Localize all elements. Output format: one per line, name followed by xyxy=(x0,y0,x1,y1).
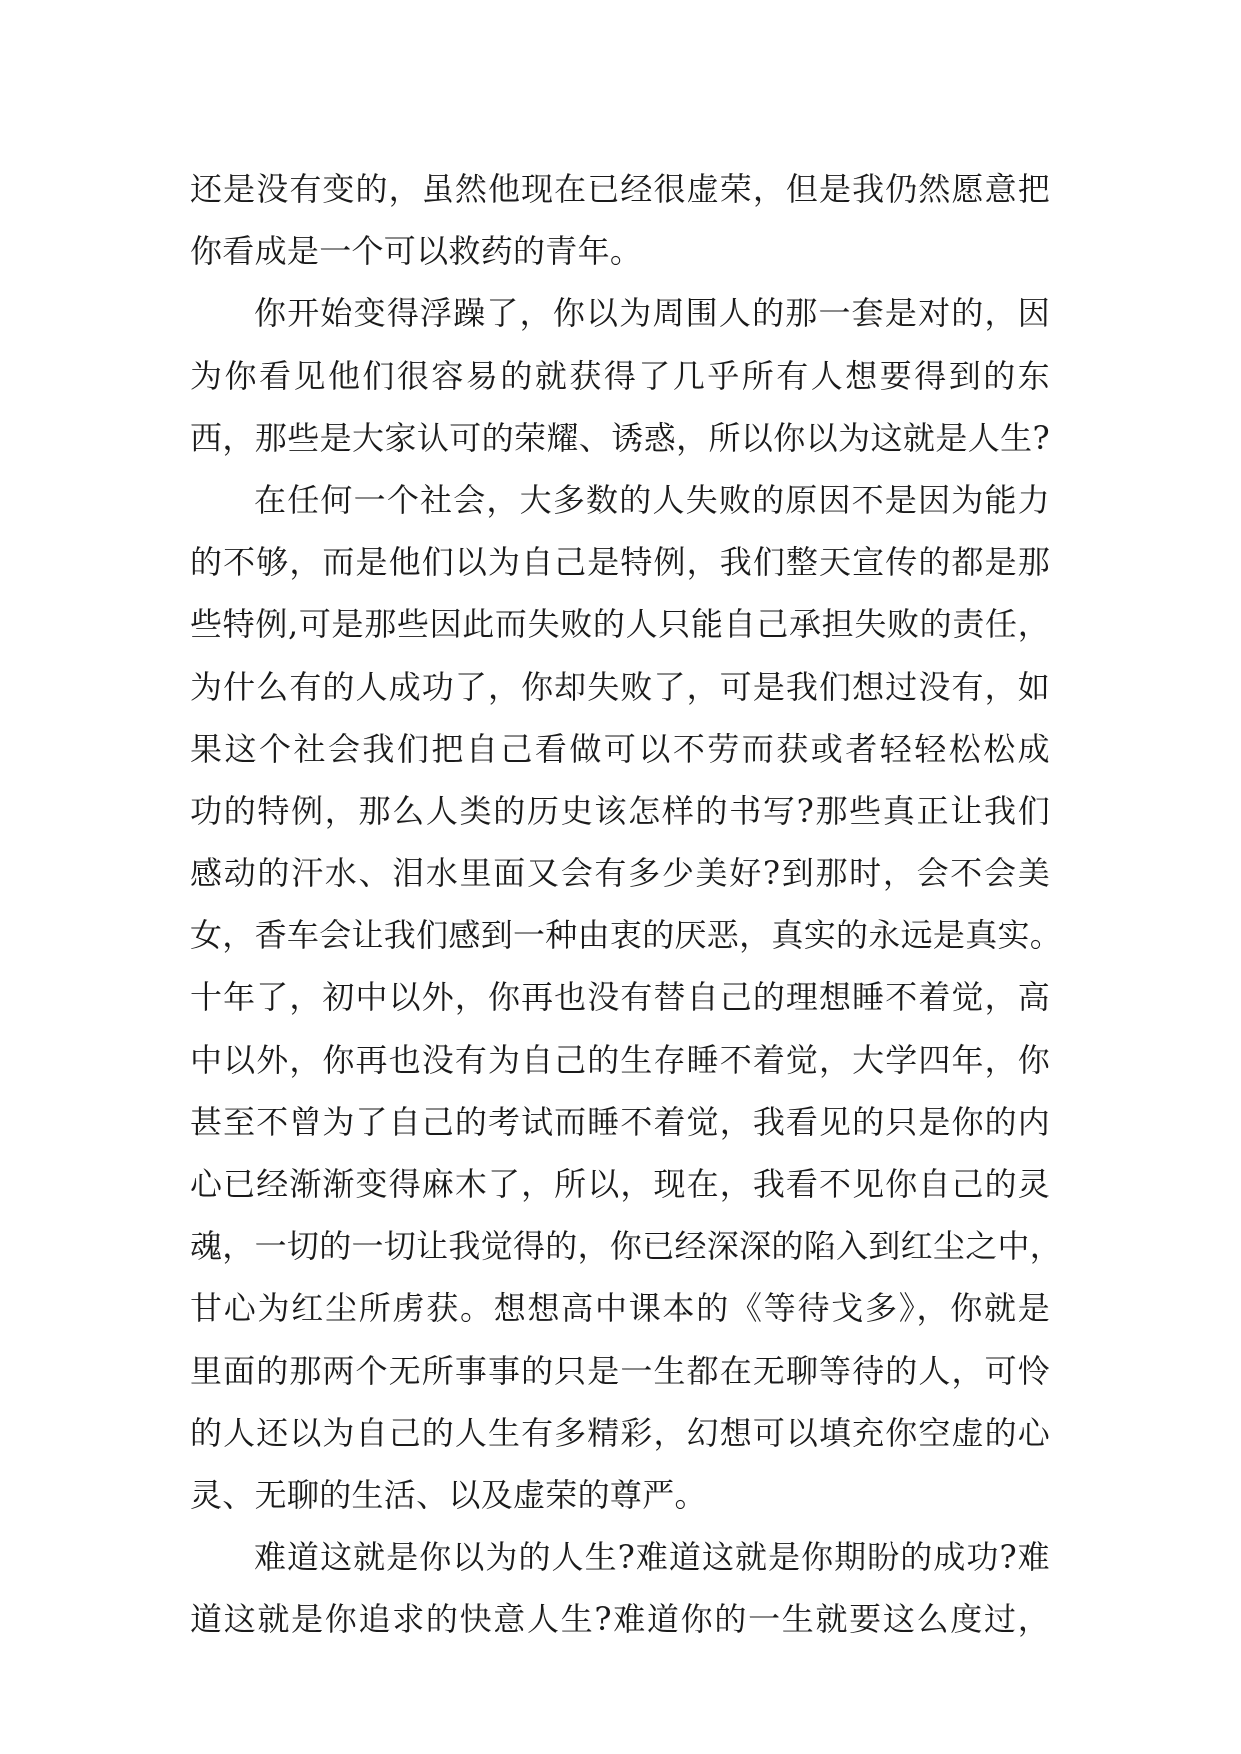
paragraph-first-line: 难道这就是你以为的人生?难道这就是你期盼的成功?难 xyxy=(254,1538,1050,1577)
text-line: 些特例,可是那些因此而失败的人只能自己承担失败的责任， xyxy=(190,605,1050,644)
text-line: 里面的那两个无所事事的只是一生都在无聊等待的人，可怜 xyxy=(190,1351,1050,1390)
paragraph-first-line: 你开始变得浮躁了，你以为周围人的那一套是对的，因 xyxy=(254,294,1050,333)
text-line: 十年了，初中以外，你再也没有替自己的理想睡不着觉，高 xyxy=(190,978,1050,1017)
text-line: 心已经渐渐变得麻木了，所以，现在，我看不见你自己的灵 xyxy=(190,1165,1050,1203)
text-line: 女，香车会让我们感到一种由衷的厌恶，真实的永远是真实。 xyxy=(190,916,1063,955)
text-line: 的人还以为自己的人生有多精彩，幻想可以填充你空虚的心 xyxy=(190,1413,1050,1452)
text-line: 为什么有的人成功了，你却失败了，可是我们想过没有，如 xyxy=(190,667,1050,706)
text-line: 的不够，而是他们以为自己是特例，我们整天宣传的都是那 xyxy=(190,543,1050,582)
text-line: 灵、无聊的生活、以及虚荣的尊严。 xyxy=(190,1475,707,1514)
paragraph-first-line: 在任何一个社会，大多数的人失败的原因不是因为能力 xyxy=(254,480,1050,519)
text-line: 果这个社会我们把自己看做可以不劳而获或者轻轻松松成 xyxy=(190,729,1050,768)
text-line: 感动的汗水、泪水里面又会有多少美好?到那时，会不会美 xyxy=(190,854,1050,893)
text-line: 道这就是你追求的快意人生?难道你的一生就要这么度过， xyxy=(190,1600,1050,1639)
text-line: 中以外，你再也没有为自己的生存睡不着觉，大学四年，你 xyxy=(190,1040,1050,1079)
document-body xyxy=(190,158,1063,1651)
text-line: 甘心为红尘所虏获。想想高中课本的《等待戈多》，你就是 xyxy=(190,1289,1050,1328)
text-line: 功的特例，那么人类的历史该怎样的书写?那些真正让我们 xyxy=(190,791,1050,830)
text-line: 还是没有变的，虽然他现在已经很虚荣，但是我仍然愿意把 xyxy=(190,170,1050,208)
text-line: 甚至不曾为了自己的考试而睡不着觉，我看见的只是你的内 xyxy=(190,1102,1050,1141)
text-line: 西，那些是大家认可的荣耀、诱惑，所以你以为这就是人生? xyxy=(190,418,1050,457)
text-line: 为你看见他们很容易的就获得了几乎所有人想要得到的东 xyxy=(190,356,1050,395)
text-line: 你看成是一个可以救药的青年。 xyxy=(190,232,643,271)
text-line: 魂，一切的一切让我觉得的，你已经深深的陷入到红尘之中， xyxy=(190,1227,1063,1266)
